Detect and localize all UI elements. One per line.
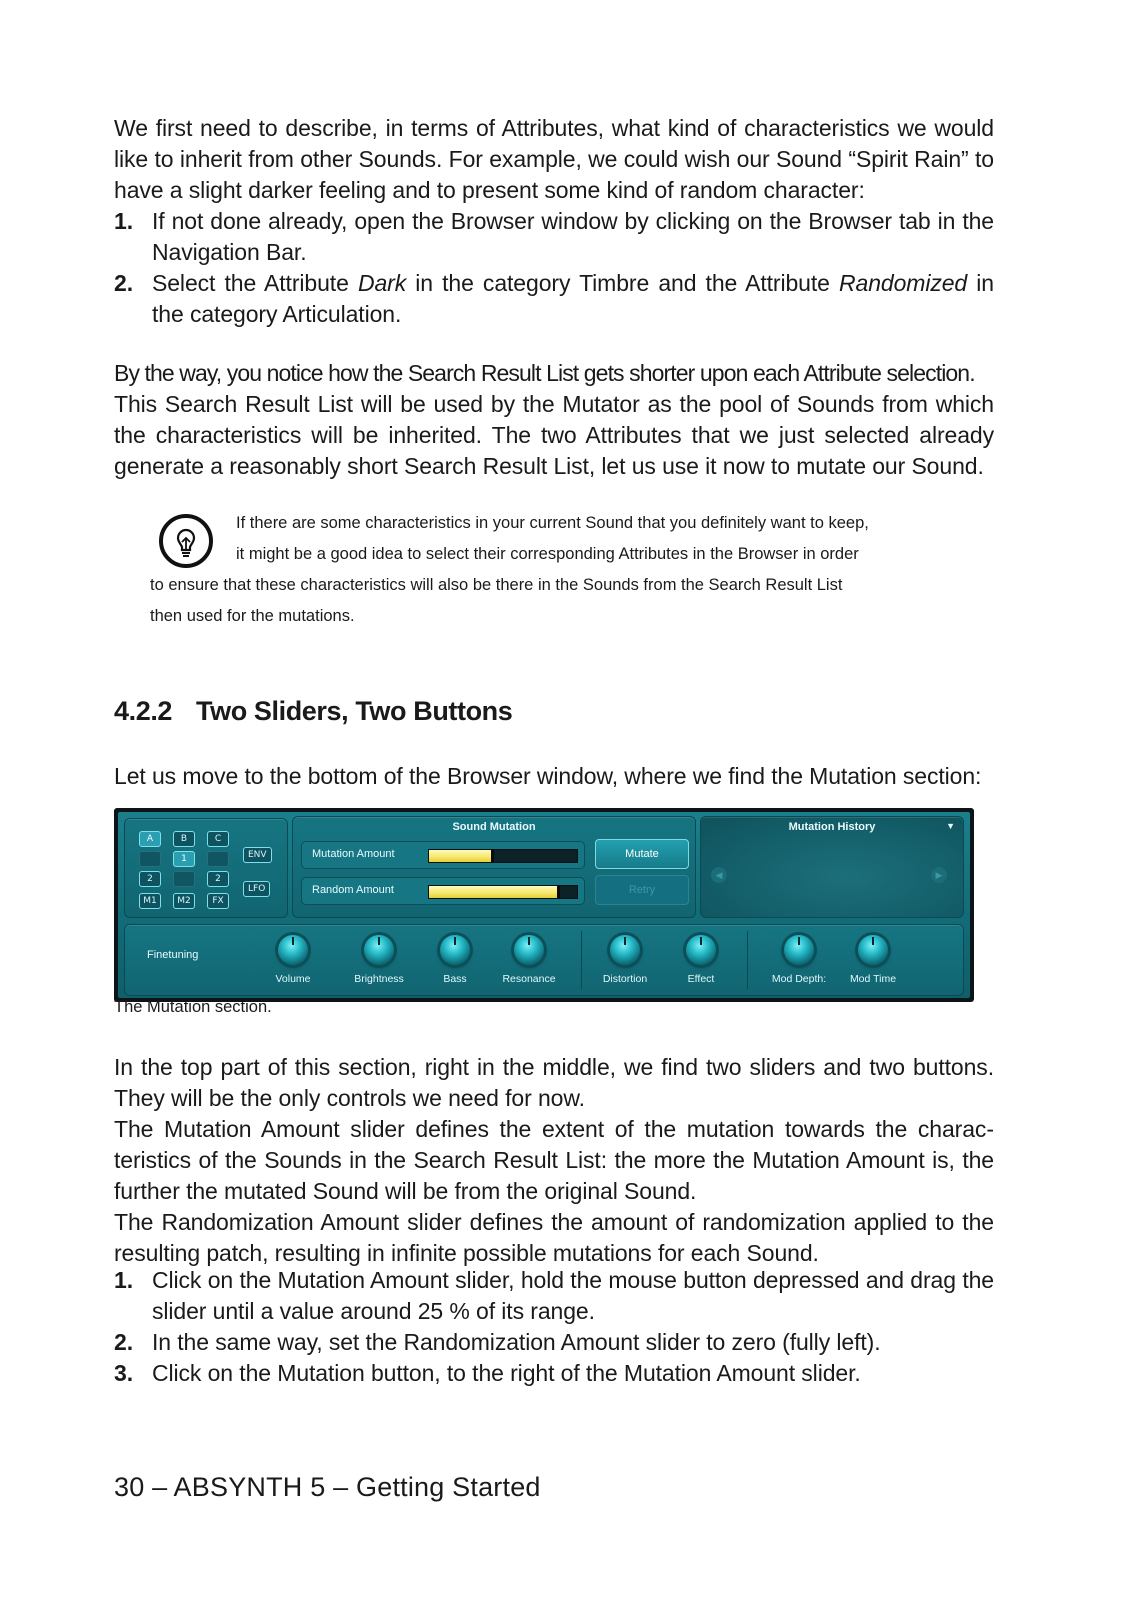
paragraph-text: This Search Result List will be used by the Mutator as the pool of Sounds from which the characteristics will be inherited. The two Attributes that we just selected already generate a reasonably short Search Result List, let us use it now to mutate our Sound.	[114, 391, 994, 479]
tip-line: to ensure that these characteristics will also be there in the Sounds from the Search Result List	[150, 576, 843, 594]
module-selector	[124, 818, 288, 918]
step-text-pre: Select the Attribute	[152, 270, 358, 296]
knob-bass[interactable]	[440, 935, 470, 965]
step-number: 2.	[114, 1329, 133, 1355]
list-item	[114, 206, 994, 268]
divider	[581, 931, 582, 989]
mini-button-2[interactable]: 2	[207, 871, 229, 887]
paragraph-line: By the way, you notice how the Search Result List gets shorter upon each Attribute selection.	[114, 360, 975, 386]
list-item	[114, 268, 994, 330]
mini-button-m2[interactable]: M2	[173, 893, 195, 909]
paragraph-text: The Mutation Amount slider defines the extent of the mutation towards the characteristics of the Sounds in the Search Result List: the more the Mutation Amount is, the further the mutated Sound will be from the original Sound.	[114, 1116, 994, 1204]
knob-mod-time[interactable]	[858, 935, 888, 965]
mini-button-a[interactable]: A	[139, 831, 161, 847]
history-prev-icon[interactable]: ◀	[711, 867, 727, 883]
knob-resonance[interactable]	[514, 935, 544, 965]
finetuning-block	[124, 924, 964, 996]
history-dropdown-icon[interactable]: ▼	[946, 821, 955, 831]
mini-button-c[interactable]: C	[207, 831, 229, 847]
mini-button-b[interactable]: B	[173, 831, 195, 847]
slider-fill	[429, 850, 493, 862]
tip-line: then used for the mutations.	[150, 607, 355, 625]
mutation-section-screenshot	[114, 808, 974, 1002]
step-number: 2.	[114, 270, 133, 296]
page-footer: 30 – ABSYNTH 5 – Getting Started	[114, 1472, 541, 1502]
knob-label: Mod Depth:	[771, 973, 827, 985]
retry-button[interactable]: Retry	[595, 875, 689, 905]
sound-mutation-block	[292, 816, 696, 918]
lightbulb-icon	[158, 513, 214, 569]
knob-label: Mod Time	[849, 973, 897, 985]
knob-effect[interactable]	[686, 935, 716, 965]
mutation-panel	[118, 812, 970, 998]
tip-line: If there are some characteristics in your current Sound that you definitely want to keep,	[236, 514, 869, 532]
finetuning-label: Finetuning	[147, 949, 199, 961]
mutation-amount-label: Mutation Amount	[312, 848, 395, 860]
env-button[interactable]: ENV	[243, 847, 272, 863]
mutation-history-block	[700, 816, 964, 918]
mutation-history-title: Mutation History	[788, 821, 876, 833]
divider	[747, 931, 748, 989]
knob-label: Volume	[275, 973, 311, 985]
history-next-icon[interactable]: ▶	[931, 867, 947, 883]
step-text-mid: in the category Timbre and the Attribute	[406, 270, 839, 296]
step-number: 3.	[114, 1360, 133, 1386]
paragraph-text: The Randomization Amount slider defines the amount of randomization applied to the resulting patch, resulting in infinite possible mutations for each Sound.	[114, 1209, 994, 1266]
figure-caption: The Mutation section.	[114, 998, 272, 1016]
mutation-amount-row	[301, 841, 585, 869]
section-title: Two Sliders, Two Buttons	[196, 696, 513, 726]
step-number: 1.	[114, 208, 133, 234]
intro-steps	[114, 206, 994, 330]
tip-line: it might be a good idea to select their corresponding Attributes in the Browser in order	[236, 545, 859, 563]
knob-label: Effect	[687, 973, 715, 985]
slider-handle[interactable]	[491, 849, 494, 863]
mini-button-2[interactable]: 2	[139, 871, 161, 887]
search-result-paragraph	[114, 358, 994, 482]
step-text: In the same way, set the Randomization Amount slider to zero (fully left).	[152, 1329, 881, 1355]
mini-button-1[interactable]: 1	[173, 851, 195, 867]
knob-brightness[interactable]	[364, 935, 394, 965]
attribute-randomized: Randomized	[839, 270, 968, 296]
mini-button-m1[interactable]: M1	[139, 893, 161, 909]
knob-label: Distortion	[602, 973, 648, 985]
intro-paragraph: We first need to describe, in terms of Attributes, what kind of characteristics we would like to inherit from other Sounds. For example, we could wish our Sound “Spirit Rain” to have a slight darker feeling and to present some kind of random character:	[114, 115, 994, 203]
instruction-steps	[114, 1265, 994, 1389]
step-number: 1.	[114, 1267, 133, 1293]
slider-fill	[429, 886, 559, 898]
mini-button-empty[interactable]	[139, 851, 161, 867]
lead-paragraph: Let us move to the bottom of the Browser window, where we find the Mutation section:	[114, 763, 982, 789]
attribute-dark: Dark	[357, 270, 407, 296]
paragraph-text: In the top part of this section, right in the middle, we find two sliders and two buttons. They will be the only controls we need for now.	[114, 1054, 994, 1111]
mini-button-empty[interactable]	[173, 871, 195, 887]
step-text-post: in the category Articulation.	[152, 270, 994, 327]
mutate-button[interactable]: Mutate	[595, 839, 689, 869]
step-text: If not done already, open the Browser window by clicking on the Browser tab in the Navigation Bar.	[152, 208, 994, 265]
mutation-amount-slider[interactable]	[428, 849, 578, 863]
section-number: 4.2.2	[114, 696, 173, 726]
mini-button-empty[interactable]	[207, 851, 229, 867]
sliders-explanation	[114, 1052, 994, 1269]
lfo-button[interactable]: LFO	[243, 881, 270, 897]
step-text: Click on the Mutation button, to the right of the Mutation Amount slider.	[152, 1360, 861, 1386]
section-heading	[114, 696, 512, 727]
knob-label: Brightness	[354, 973, 404, 985]
slider-handle[interactable]	[557, 885, 560, 899]
knob-distortion[interactable]	[610, 935, 640, 965]
mini-button-fx[interactable]: FX	[207, 893, 229, 909]
list-item	[114, 1358, 994, 1389]
list-item	[114, 1265, 994, 1327]
step-text: Click on the Mutation Amount slider, hold the mouse button depressed and drag the slider until a value around 25 % of its range.	[152, 1267, 994, 1324]
random-amount-row	[301, 877, 585, 905]
tip-box	[114, 508, 994, 638]
list-item	[114, 1327, 994, 1358]
sound-mutation-title: Sound Mutation	[452, 821, 536, 833]
knob-mod-depth[interactable]	[784, 935, 814, 965]
knob-label: Resonance	[502, 973, 556, 985]
random-amount-slider[interactable]	[428, 885, 578, 899]
knob-label: Bass	[443, 973, 467, 985]
random-amount-label: Random Amount	[312, 884, 394, 896]
knob-volume[interactable]	[278, 935, 308, 965]
